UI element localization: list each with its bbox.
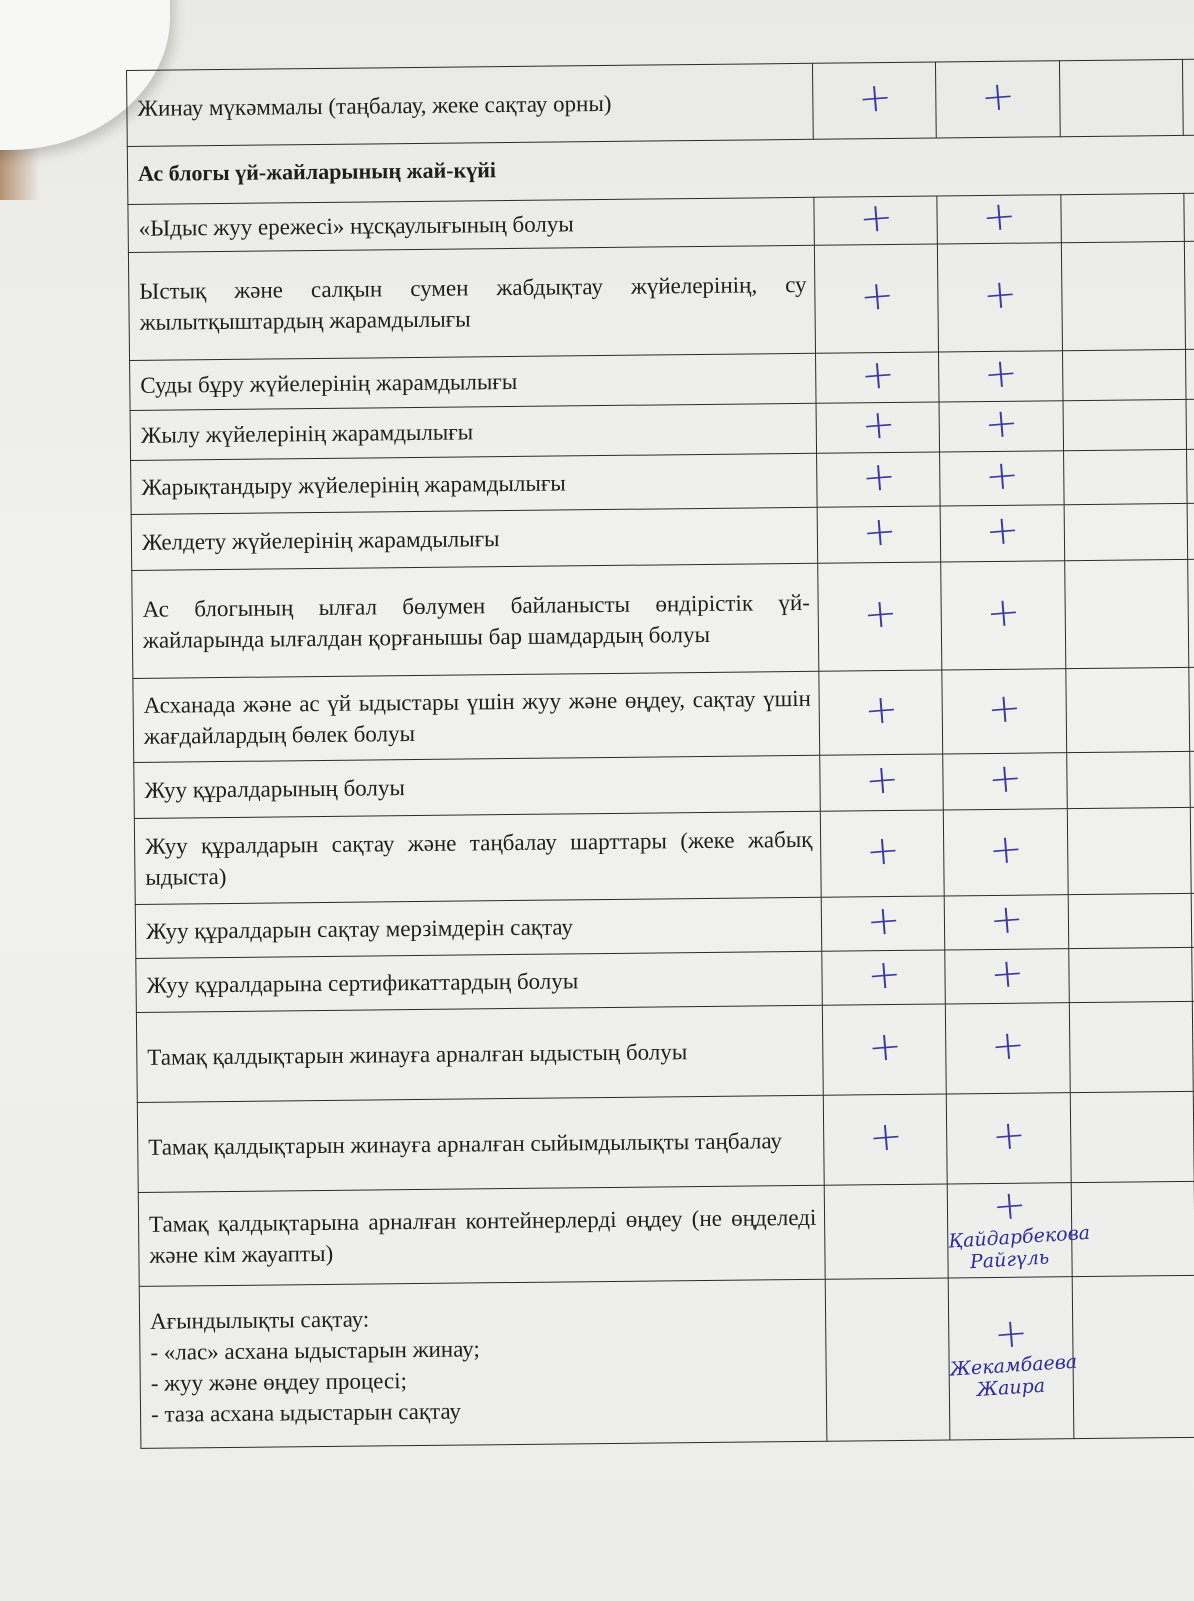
table-row bbox=[137, 1090, 1194, 1192]
handwritten-plus-mark: + bbox=[857, 193, 895, 242]
mark-cell-4 bbox=[1187, 502, 1194, 559]
criterion-text: Суды бұру жүйелерінің жарамдылығы bbox=[130, 353, 817, 410]
mark-cell-3 bbox=[1060, 193, 1184, 242]
checklist-rows bbox=[127, 58, 1194, 1448]
mark-cell-1 bbox=[816, 352, 940, 403]
mark-cell-2 bbox=[941, 561, 1065, 670]
mark-cell-4 bbox=[1189, 666, 1194, 751]
mark-cell-2 bbox=[949, 1277, 1079, 1440]
mark-cell-3 bbox=[1064, 559, 1188, 668]
mark-cell-4 bbox=[1184, 240, 1194, 349]
mark-cell-2 bbox=[939, 401, 1063, 452]
handwritten-signature: Қайдарбекова bbox=[948, 1221, 1092, 1253]
mark-cell-1 bbox=[817, 506, 941, 563]
mark-cell-3 bbox=[1072, 1275, 1194, 1438]
mark-cell-2 bbox=[937, 192, 1061, 244]
table-row bbox=[134, 806, 1194, 904]
mark-cell-3 bbox=[1061, 241, 1185, 350]
handwritten-plus-mark: + bbox=[987, 895, 1025, 944]
mark-cell-1 bbox=[815, 244, 939, 353]
criterion-text: Ыстық және салқын сумен жабдықтау жүйелерінің, су жылытқыштардың жарамдылығы bbox=[128, 245, 815, 360]
mark-cell-2 bbox=[944, 809, 1068, 896]
mark-cell-3 bbox=[1066, 751, 1190, 808]
mark-cell-1 bbox=[822, 950, 946, 1005]
handwritten-plus-mark: + bbox=[860, 507, 898, 556]
criterion-text: Тамақ қалдықтарына арналған контейнерлерді өңдеу (не өңделеді және кім жауапты) bbox=[138, 1185, 825, 1286]
handwritten-plus-mark: + bbox=[864, 896, 902, 945]
mark-cell-1 bbox=[817, 452, 941, 507]
mark-cell-2 bbox=[948, 1181, 1092, 1278]
mark-cell-2 bbox=[940, 451, 1064, 506]
handwritten-plus-mark: + bbox=[988, 949, 1026, 998]
mark-cell-4 bbox=[1186, 398, 1194, 449]
mark-cell-1 bbox=[825, 1278, 950, 1441]
handwritten-signature: Жекамбаева bbox=[949, 1350, 1079, 1381]
handwritten-plus-mark: + bbox=[859, 350, 897, 399]
criterion-text bbox=[139, 1279, 827, 1448]
table-row bbox=[139, 1274, 1194, 1448]
criterion-line: - «лас» асхана ыдыстарын жинау; bbox=[150, 1335, 480, 1365]
handwritten-plus-mark: + bbox=[985, 684, 1023, 733]
mark-cell-1 bbox=[818, 562, 942, 671]
mark-cell-3 bbox=[1059, 59, 1183, 136]
criterion-text: Жылу жүйелерінің жарамдылығы bbox=[130, 403, 817, 460]
mark-cell-4 bbox=[1186, 448, 1194, 503]
mark-cell-3 bbox=[1065, 667, 1189, 752]
mark-cell-1 bbox=[816, 402, 940, 453]
handwritten-plus-mark: + bbox=[863, 755, 901, 804]
handwritten-plus-mark: + bbox=[866, 1112, 905, 1161]
mark-cell-2 bbox=[942, 669, 1066, 754]
mark-cell-4 bbox=[1182, 58, 1194, 135]
criterion-text: Жуу құралдарына сертификаттардың болуы bbox=[136, 951, 823, 1012]
mark-cell-2 bbox=[941, 505, 1065, 562]
criterion-text: «Ыдыс жуу ережесі» нұсқаулығының болуы bbox=[128, 197, 815, 252]
mark-cell-4 bbox=[1185, 348, 1194, 399]
checklist-sheet bbox=[126, 59, 1194, 1480]
handwritten-plus-mark: + bbox=[862, 685, 900, 734]
handwritten-plus-mark: + bbox=[861, 589, 899, 638]
handwritten-plus-mark: + bbox=[863, 826, 902, 875]
handwritten-plus-mark: + bbox=[859, 400, 897, 449]
handwritten-plus-mark: + bbox=[983, 506, 1021, 555]
table-row bbox=[138, 1180, 1194, 1286]
handwritten-plus-mark: + bbox=[858, 271, 896, 320]
mark-cell-1 bbox=[813, 62, 937, 139]
criterion-line: - таза асхана ыдыстарын сақтау bbox=[150, 1398, 462, 1427]
mark-cell-3 bbox=[1062, 349, 1186, 400]
handwritten-plus-mark: + bbox=[980, 192, 1018, 241]
handwritten-plus-mark: + bbox=[856, 73, 894, 122]
handwritten-plus-mark: + bbox=[984, 588, 1022, 637]
criterion-text: Тамақ қалдықтарын жинауға арналған сыйымдылықты таңбалау bbox=[137, 1095, 824, 1192]
criterion-text: Ас блогының ылғал бөлумен байланысты өндірістік үй-жайларында ылғалдан қорғанышы бар шамдардың болуы bbox=[132, 563, 819, 678]
mark-cell-3 bbox=[1068, 947, 1192, 1002]
handwritten-plus-mark: + bbox=[990, 1111, 1028, 1160]
table-row bbox=[128, 240, 1194, 360]
mark-cell-2 bbox=[943, 753, 1067, 810]
handwritten-plus-mark: + bbox=[979, 72, 1017, 121]
mark-cell-3 bbox=[1063, 449, 1187, 504]
mark-cell-2 bbox=[947, 1093, 1071, 1184]
handwritten-plus-mark: + bbox=[990, 1181, 1028, 1230]
mark-cell-2 bbox=[938, 243, 1062, 352]
mark-cell-4 bbox=[1189, 750, 1194, 807]
handwritten-plus-mark: + bbox=[983, 451, 1021, 500]
mark-cell-4 bbox=[1187, 558, 1194, 667]
mark-cell-3 bbox=[1063, 399, 1187, 450]
table-row bbox=[127, 58, 1194, 146]
criterion-text: Жуу құралдарын сақтау және таңбалау шарттары (жеке жабық ыдыста) bbox=[134, 811, 821, 904]
criterion-text: Жарықтандыру жүйелерінің жарамдылығы bbox=[131, 453, 818, 514]
criterion-line: - жуу және өңдеу процесі; bbox=[150, 1367, 408, 1396]
criterion-text: Жуу құралдарының болуы bbox=[134, 755, 821, 818]
table-row bbox=[133, 666, 1194, 762]
criterion-text: Желдету жүйелерінің жарамдылығы bbox=[131, 507, 818, 570]
handwritten-plus-mark: + bbox=[989, 1021, 1027, 1070]
mark-cell-3 bbox=[1069, 1001, 1193, 1092]
mark-cell-1 bbox=[820, 754, 944, 811]
handwritten-plus-mark: + bbox=[986, 754, 1024, 803]
criterion-text: Жуу құралдарын сақтау мерзімдерін сақтау bbox=[135, 897, 822, 958]
mark-cell-3 bbox=[1064, 503, 1188, 560]
mark-cell-1 bbox=[824, 1184, 948, 1279]
mark-cell-1 bbox=[821, 896, 945, 951]
mark-cell-1 bbox=[823, 1004, 947, 1095]
handwritten-signature: Жаира bbox=[976, 1374, 1047, 1401]
handwritten-plus-mark: + bbox=[987, 825, 1025, 874]
handwritten-signature: Райгүль bbox=[969, 1245, 1051, 1273]
mark-cell-3 bbox=[1067, 807, 1191, 894]
table-row bbox=[132, 558, 1194, 678]
section-heading: Ас блогы үй-жайларының жай-күйі bbox=[127, 134, 1194, 204]
mark-cell-2 bbox=[945, 949, 1069, 1004]
section-row bbox=[127, 134, 1194, 204]
mark-cell-1 bbox=[821, 810, 945, 897]
handwritten-plus-mark: + bbox=[866, 1022, 904, 1071]
handwritten-plus-mark: + bbox=[982, 399, 1020, 448]
handwritten-plus-mark: + bbox=[860, 452, 898, 501]
criterion-line: Ағындылықты сақтау: bbox=[149, 1306, 370, 1334]
mark-cell-3 bbox=[1070, 1091, 1194, 1182]
handwritten-plus-mark: + bbox=[981, 270, 1019, 319]
handwritten-plus-mark: + bbox=[992, 1309, 1030, 1358]
handwritten-plus-mark: + bbox=[865, 950, 903, 999]
mark-cell-3 bbox=[1068, 893, 1192, 948]
handwritten-plus-mark: + bbox=[982, 349, 1020, 398]
criterion-text: Тамақ қалдықтарын жинауға арналған ыдыстың болуы bbox=[136, 1005, 823, 1102]
mark-cell-2 bbox=[946, 1003, 1070, 1094]
table-row bbox=[136, 1000, 1194, 1102]
criterion-text: Жинау мүкәммалы (таңбалау, жеке сақтау орны) bbox=[127, 63, 814, 146]
mark-cell-4 bbox=[1184, 192, 1194, 241]
mark-cell-2 bbox=[939, 351, 1063, 402]
mark-cell-2 bbox=[936, 61, 1060, 138]
criterion-text: Асханада және ас үй ыдыстары үшін жуу және өңдеу, сақтау үшін жағдайлардың бөлек болуы bbox=[133, 671, 820, 762]
mark-cell-1 bbox=[824, 1094, 948, 1185]
mark-cell-1 bbox=[819, 670, 943, 755]
mark-cell-4 bbox=[1190, 806, 1194, 893]
mark-cell-2 bbox=[945, 895, 1069, 950]
checklist-table bbox=[126, 58, 1194, 1449]
mark-cell-3 bbox=[1071, 1181, 1194, 1276]
mark-cell-1 bbox=[814, 193, 938, 245]
